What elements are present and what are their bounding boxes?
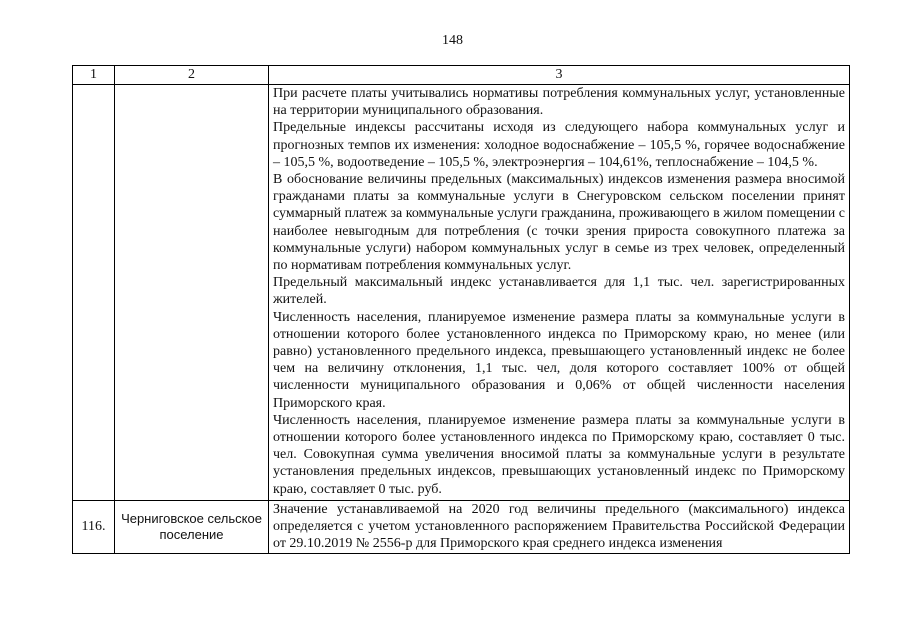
paragraph-max-index: Предельный максимальный индекс устанавливается для 1,1 тыс. чел. зарегистрированных жителей. [273, 275, 845, 308]
column-header-1: 1 [73, 66, 115, 85]
paragraph-row-116: Значение устанавливаемой на 2020 год величины предельного (максимального) индекса определяется с учетом установленного распоряжением Правительства Российской Федерации от 29.10.2019 № 2556-р для Приморского края среднего индекса изменения [273, 501, 845, 552]
settlement-cell-empty [115, 85, 269, 501]
description-cell [269, 500, 850, 553]
document-table [72, 65, 850, 554]
settlement-name: Черниговское сельское поселение [115, 500, 269, 553]
paragraph-justification: В обоснование величины предельных (максимальных) индексов изменения размера вносимой гражданами платы за коммунальные услуги в Снегуровском сельском поселении принят суммарный платеж за коммунальные услуги гражданина, проживающего в жилом помещении с наиболее невыгодным для потребления (с точки зрения прироста совокупного платежа за коммунальные услуги) набором коммунальных услуг в семье из трех человек, определенный по нормативам потребления коммунальных услуг. [273, 172, 845, 274]
row-number: 116. [73, 500, 115, 553]
description-cell [269, 85, 850, 501]
column-header-3: 3 [269, 66, 850, 85]
row-number-cell-empty [73, 85, 115, 501]
paragraph-indices: Предельные индексы рассчитаны исходя из следующего набора коммунальных услуг и прогнозных темпов их изменения: холодное водоснабжение – 105,5 %, горячее водоснабжение – 105,5 %, водоотведение – 105,5 %, электроэнергия – 104,61%, теплоснабжение – 104,5 %. [273, 120, 845, 170]
table-row-continued [73, 85, 850, 501]
paragraph-population-share: Численность населения, планируемое изменение размера платы за коммунальные услуги в отношении которого более установленного индекса по Приморскому краю, но менее (или равно) установленного предельного индекса, превышающего установленный индекс не более чем на величину отклонения, 1,1 тыс. чел, доля которого составляет 100% от общей численности муниципального образования и 0,06% от общей численности населения Приморского края. [273, 309, 845, 411]
table-header-row [73, 66, 850, 85]
paragraph-norms: При расчете платы учитывались нормативы потребления коммунальных услуг, установленные на территории муниципального образования. [273, 86, 845, 119]
column-header-2: 2 [115, 66, 269, 85]
paragraph-population-over: Численность населения, планируемое изменение размера платы за коммунальные услуги в отношении которого более установленного индекса по Приморскому краю, составляет 0 тыс. чел. Совокупная сумма увеличения вносимой платы за коммунальные услуги в результате установления предельных индексов, превышающих установленный индекс по Приморскому краю, составляет 0 тыс. руб. [273, 412, 845, 497]
page-number: 148 [442, 33, 463, 48]
table-row [73, 500, 850, 553]
